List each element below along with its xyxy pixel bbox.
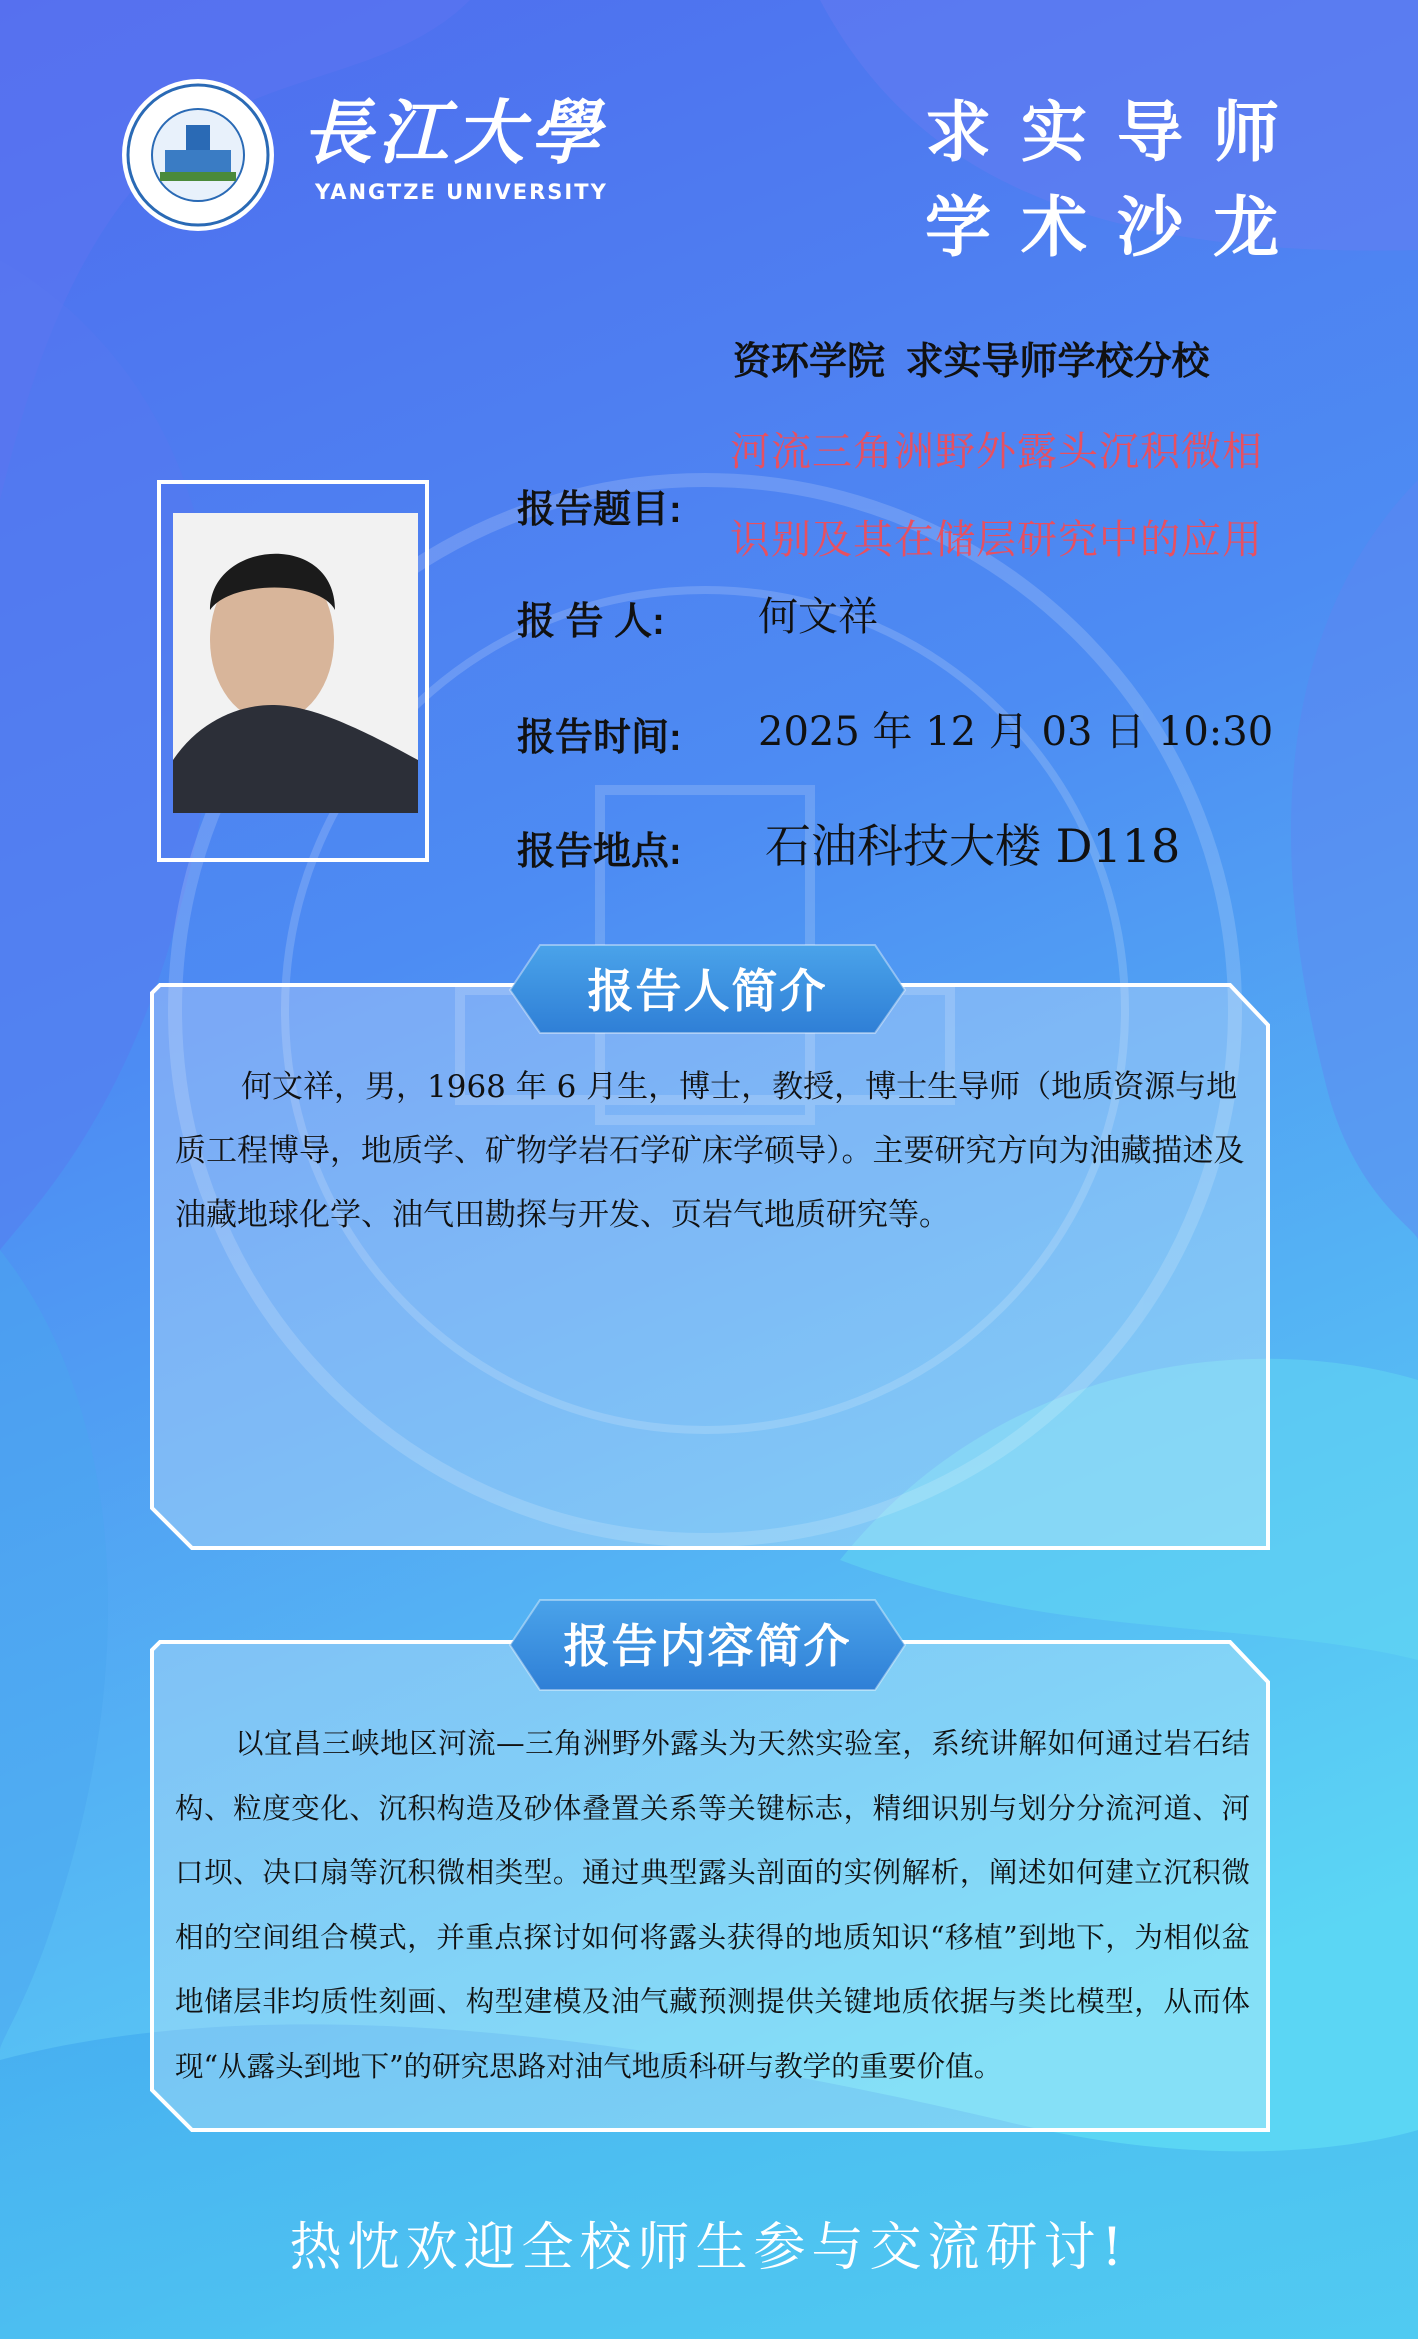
speaker-photo [157,480,429,862]
venue-label: 报告地点: [517,831,682,873]
university-name-cn: 長江大學 [302,91,606,174]
bio-heading: 报告人简介 [587,965,828,1017]
speaker-name: 何文祥 [758,594,878,640]
abstract-text: 以宜昌三峡地区河流—三角洲野外露头为天然实验室，系统讲解如何通过岩石结构、粒度变化、沉积构造及砂体叠置关系等关键标志，精细识别与划分分流河道、河口坝、决口扇等沉积微相类型。通过典型露头剖面的实例解析，阐述如何建立沉积微相的空间组合模式，并重点探讨如何将露头获得的地质知识“移植”到地下，为相似盆地储层非均质性刻画、构型建模及油气藏预测提供关键地质依据与类比模型，从而体现“从露头到地下”的研究思路对油气地质科研与教学的重要价值。 [175,1727,1250,2083]
time-label: 报告时间: [517,717,682,759]
bio-text: 何文祥，男，1968 年 6 月生，博士，教授，博士生导师（地质资源与地质工程博导，地质学、矿物学岩石学矿床学硕导）。主要研究方向为油藏描述及油藏地球化学、油气田勘探与开发、页岩气地质研究等。 [175,1069,1245,1233]
salon-title-line1: 求实导师 [925,94,1309,171]
abstract-heading: 报告内容简介 [563,1620,852,1672]
salon-title-line2: 学术沙龙 [925,189,1309,266]
university-emblem [122,79,274,231]
topic-label: 报告题目: [517,489,682,531]
topic-line1: 河流三角洲野外露头沉积微相 [730,429,1263,475]
welcome-message: 热忱欢迎全校师生参与交流研讨! [289,2218,1129,2278]
speaker-label: 报 告 人: [517,601,665,643]
university-name-en: YANGTZE UNIVERSITY [315,180,608,204]
department: 资环学院 求实导师学校分校 [733,341,1210,383]
report-venue: 石油科技大楼 D118 [765,819,1181,873]
report-time: 2025 年 12 月 03 日 10:30 [758,709,1274,755]
topic-line2: 识别及其在储层研究中的应用 [730,517,1263,563]
